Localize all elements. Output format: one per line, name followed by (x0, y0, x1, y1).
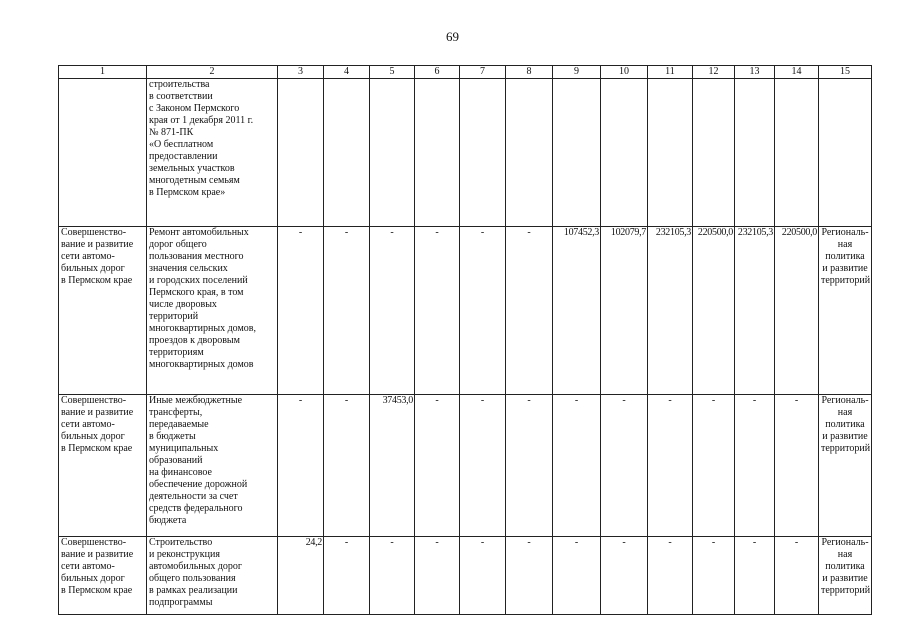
goal-cell (59, 395, 147, 537)
task-line: и реконструкция (149, 549, 220, 560)
goal-line: в Пермском крае (61, 585, 133, 596)
task-line: «О бесплатном (149, 139, 214, 150)
page-number: 69 (446, 29, 459, 44)
task-line: бюджета (149, 515, 187, 526)
value-cell: 102079,7 (601, 227, 648, 395)
task-line: с Законом Пермского (149, 103, 240, 114)
task-line: многоквартирных домов, (149, 323, 257, 334)
value-cell (506, 79, 553, 227)
table-row (59, 395, 872, 537)
task-line: средств федерального (149, 503, 243, 514)
goal-line: в Пермском крае (61, 275, 133, 286)
goal-line: бильных дорог (61, 263, 125, 274)
result-line: и развитие (822, 431, 868, 442)
goal-line: бильных дорог (61, 431, 125, 442)
task-line: общего пользования (149, 573, 236, 584)
result-line: территорий (821, 443, 871, 454)
goal-line: сети автомо- (61, 251, 115, 262)
value-cell: - (775, 395, 819, 537)
value-cell (370, 79, 415, 227)
goal-line: Совершенство- (61, 537, 127, 548)
goal-line: вание и развитие (61, 239, 134, 250)
goal-cell (59, 227, 147, 395)
task-line: края от 1 декабря 2011 г. (149, 115, 254, 126)
task-line: на финансовое (149, 467, 212, 478)
value-cell: - (648, 395, 693, 537)
result-line: и развитие (822, 573, 868, 584)
column-number-cell: 13 (735, 66, 775, 79)
value-cell (775, 79, 819, 227)
value-cell: - (278, 227, 324, 395)
task-line: трансферты, (149, 407, 203, 418)
result-line: ная политика (825, 239, 865, 262)
task-line: многоквартирных домов (149, 359, 254, 370)
task-line: Иные межбюджетные (149, 395, 243, 406)
value-cell: 220500,0 (775, 227, 819, 395)
goal-line: Совершенство- (61, 395, 127, 406)
result-line: Региональ- (821, 395, 869, 406)
value-cell (460, 79, 506, 227)
column-number-cell: 9 (553, 66, 601, 79)
task-line: пользования местного (149, 251, 244, 262)
task-line: числе дворовых (149, 299, 217, 310)
value-cell: 232105,3 (735, 227, 775, 395)
value-cell (324, 79, 370, 227)
value-cell: - (370, 537, 415, 615)
value-cell: - (506, 537, 553, 615)
task-line: строительства (149, 79, 210, 90)
result-line: ная политика (825, 549, 865, 572)
result-cell (819, 395, 872, 537)
value-cell: - (601, 395, 648, 537)
value-cell: - (415, 395, 460, 537)
task-cell (147, 79, 278, 227)
task-line: в бюджеты (149, 431, 196, 442)
task-line: муниципальных (149, 443, 219, 454)
value-cell (735, 79, 775, 227)
task-line: Строительство (149, 537, 213, 548)
table-row (59, 537, 872, 615)
value-cell (415, 79, 460, 227)
task-cell (147, 537, 278, 615)
value-cell: - (735, 395, 775, 537)
task-line: образований (149, 455, 203, 466)
value-cell: - (775, 537, 819, 615)
value-cell: - (415, 537, 460, 615)
column-number-cell: 6 (415, 66, 460, 79)
task-line: проездов к дворовым (149, 335, 240, 346)
value-cell: - (460, 537, 506, 615)
task-line: территорий (149, 311, 199, 322)
value-cell: - (370, 227, 415, 395)
table-row (59, 227, 872, 395)
goal-line: вание и развитие (61, 407, 134, 418)
column-number-cell: 5 (370, 66, 415, 79)
value-cell (278, 79, 324, 227)
task-cell (147, 395, 278, 537)
task-line: значения сельских (149, 263, 228, 274)
value-cell (553, 79, 601, 227)
goal-cell (59, 79, 147, 227)
value-cell: - (278, 395, 324, 537)
value-cell: - (735, 537, 775, 615)
value-cell: 232105,3 (648, 227, 693, 395)
result-line: Региональ- (821, 537, 869, 548)
result-line: и развитие (822, 263, 868, 274)
result-cell (819, 537, 872, 615)
value-cell: 24,2 (278, 537, 324, 615)
column-number-cell: 11 (648, 66, 693, 79)
column-number-cell: 4 (324, 66, 370, 79)
value-cell: - (460, 227, 506, 395)
result-line: ная политика (825, 407, 865, 430)
value-cell: 107452,3 (553, 227, 601, 395)
value-cell: - (601, 537, 648, 615)
result-cell (819, 227, 872, 395)
task-line: подпрограммы (149, 597, 213, 608)
value-cell: - (460, 395, 506, 537)
goal-line: вание и развитие (61, 549, 134, 560)
task-line: дорог общего (149, 239, 207, 250)
goal-cell (59, 537, 147, 615)
column-number-cell: 14 (775, 66, 819, 79)
result-line: Региональ- (821, 227, 869, 238)
value-cell: - (693, 537, 735, 615)
value-cell: - (506, 227, 553, 395)
task-line: Пермского края, в том (149, 287, 244, 298)
task-line: многодетным семьям (149, 175, 240, 186)
value-cell: 220500,0 (693, 227, 735, 395)
result-line: территорий (821, 275, 871, 286)
task-line: автомобильных дорог (149, 561, 243, 572)
task-cell (147, 227, 278, 395)
task-line: деятельности за счет (149, 491, 238, 502)
column-number-cell: 12 (693, 66, 735, 79)
column-number-cell: 15 (819, 66, 872, 79)
task-line: обеспечение дорожной (149, 479, 248, 490)
value-cell: - (415, 227, 460, 395)
task-line: № 871-ПК (149, 127, 194, 138)
task-line: передаваемые (149, 419, 209, 430)
value-cell (601, 79, 648, 227)
goal-line: Совершенство- (61, 227, 127, 238)
column-number-cell: 10 (601, 66, 648, 79)
value-cell: - (506, 395, 553, 537)
task-line: в Пермском крае» (149, 187, 226, 198)
value-cell: - (693, 395, 735, 537)
goal-line: в Пермском крае (61, 443, 133, 454)
value-cell: - (648, 537, 693, 615)
column-number-row (59, 66, 872, 79)
value-cell: 37453,0 (370, 395, 415, 537)
task-line: и городских поселений (149, 275, 248, 286)
column-number-cell: 1 (59, 66, 147, 79)
task-line: предоставлении (149, 151, 218, 162)
column-number-cell: 2 (147, 66, 278, 79)
value-cell (648, 79, 693, 227)
task-line: территориям (149, 347, 204, 358)
value-cell: - (553, 395, 601, 537)
goal-line: сети автомо- (61, 419, 115, 430)
task-line: Ремонт автомобильных (149, 227, 249, 238)
value-cell: - (324, 227, 370, 395)
value-cell: - (553, 537, 601, 615)
result-line: территорий (821, 585, 871, 596)
column-number-cell: 7 (460, 66, 506, 79)
goal-line: сети автомо- (61, 561, 115, 572)
task-line: земельных участков (149, 163, 235, 174)
goal-line: бильных дорог (61, 573, 125, 584)
result-cell (819, 79, 872, 227)
task-line: в рамках реализации (149, 585, 238, 596)
value-cell: - (324, 395, 370, 537)
column-number-cell: 8 (506, 66, 553, 79)
value-cell: - (324, 537, 370, 615)
task-line: в соответствии (149, 91, 213, 102)
budget-table (58, 65, 872, 615)
column-number-cell: 3 (278, 66, 324, 79)
table-row (59, 79, 872, 227)
value-cell (693, 79, 735, 227)
